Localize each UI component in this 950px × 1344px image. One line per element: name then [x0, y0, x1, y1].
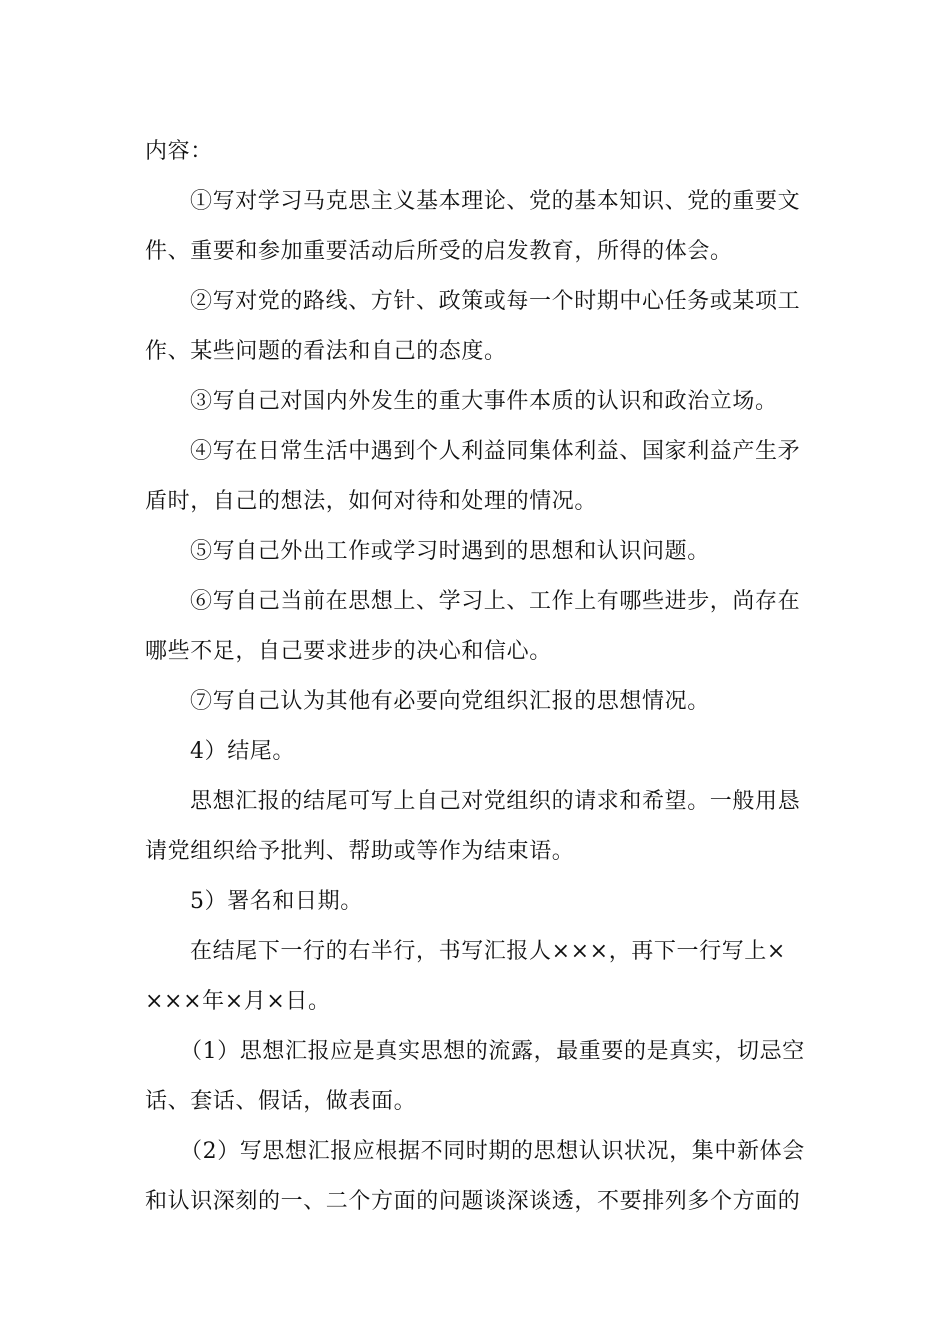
paragraph-1-line-1: ①写对学习马克思主义基本理论、党的基本知识、党的重要文 — [190, 189, 801, 214]
paragraph-2-line-1: ②写对党的路线、方针、政策或每一个时期中心任务或某项工 — [190, 289, 801, 314]
section-5-heading: 5）署名和日期。 — [190, 889, 363, 914]
paragraph-4-line-1: ④写在日常生活中遇到个人利益同集体利益、国家利益产生矛 — [190, 439, 801, 464]
paragraph-7-line-1: ⑦写自己认为其他有必要向党组织汇报的思想情况。 — [190, 689, 710, 714]
note-1-line-1: （1）思想汇报应是真实思想的流露，最重要的是真实，切忌空 — [180, 1039, 805, 1064]
paragraph-4-line-2: 盾时，自己的想法，如何对待和处理的情况。 — [145, 489, 598, 514]
signature-paragraph-line-2: ×××年×月×日。 — [145, 989, 331, 1014]
content-heading: 内容： — [145, 139, 213, 164]
signature-paragraph-line-1: 在结尾下一行的右半行，书写汇报人×××，再下一行写上× — [190, 939, 786, 964]
paragraph-5-line-1: ⑤写自己外出工作或学习时遇到的思想和认识问题。 — [190, 539, 710, 564]
note-1-line-2: 话、套话、假话，做表面。 — [145, 1089, 417, 1114]
paragraph-6-line-2: 哪些不足，自己要求进步的决心和信心。 — [145, 639, 552, 664]
closing-paragraph-line-1: 思想汇报的结尾可写上自己对党组织的请求和希望。一般用恳 — [190, 789, 801, 814]
paragraph-1-line-2: 件、重要和参加重要活动后所受的启发教育，所得的体会。 — [145, 239, 733, 264]
closing-paragraph-line-2: 请党组织给予批判、帮助或等作为结束语。 — [145, 839, 575, 864]
paragraph-6-line-1: ⑥写自己当前在思想上、学习上、工作上有哪些进步，尚存在 — [190, 589, 801, 614]
paragraph-3-line-1: ③写自己对国内外发生的重大事件本质的认识和政治立场。 — [190, 389, 778, 414]
note-2-line-1: （2）写思想汇报应根据不同时期的思想认识状况，集中新体会 — [180, 1139, 805, 1164]
note-2-line-2: 和认识深刻的一、二个方面的问题谈深谈透，不要排列多个方面的 — [145, 1189, 801, 1214]
section-4-heading: 4）结尾。 — [190, 739, 295, 764]
paragraph-2-line-2: 作、某些问题的看法和自己的态度。 — [145, 339, 507, 364]
